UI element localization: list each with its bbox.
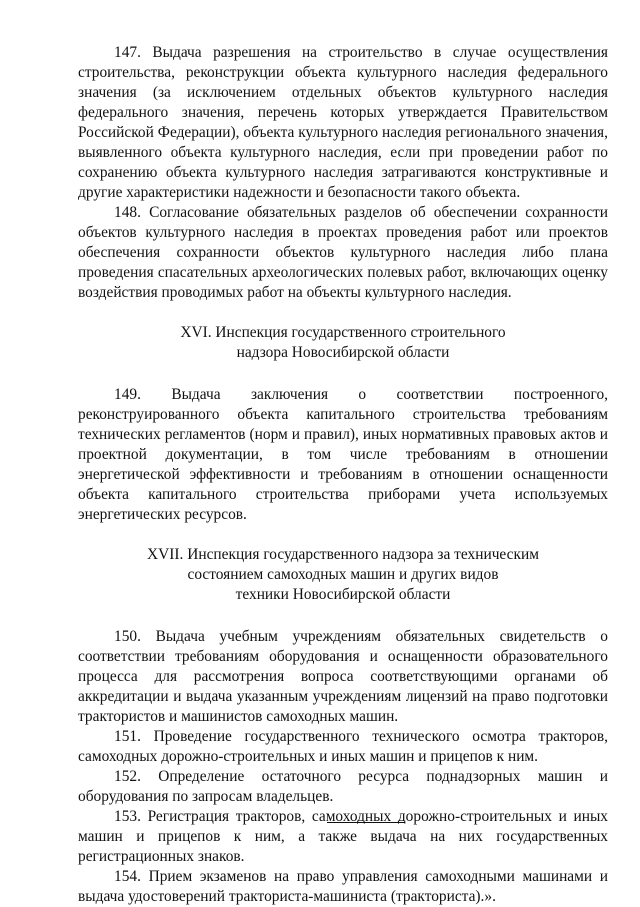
paragraph-147: 147. Выдача разрешения на строительство в случае осуществления строительства, реконструкции объекта культурного наследия федерального значения (за исключением отдельных объектов культурного наследия федерального значения, перечень которых утверждается Правительством Российской Федерации), объекта культурного наследия регионального значения, выявленного объекта культурного наследия, если при проведении работ по сохранению объекта культурного наследия затрагиваются конструктивные и другие характеристики надежности и безопасности такого объекта. (78, 44, 608, 201)
paragraph-154: 154. Прием экзаменов на право управления самоходными машинами и выдача удостоверений тракториста-машиниста (тракториста).». (78, 868, 608, 905)
section-xvii-heading (78, 545, 608, 605)
paragraph-148: 148. Согласование обязательных разделов об обеспечении сохранности объектов культурного наследия в проектах проведения работ или проектов обеспечения сохранности объектов культурного наследия либо плана проведения спасательных археологических полевых работ, включающих оценку воздействия проводимых работ на объекты культурного наследия. (78, 204, 608, 301)
document-body (78, 43, 608, 907)
paragraph-152: 152. Определение остаточного ресурса поднадзорных машин и оборудования по запросам владельцев. (78, 768, 608, 805)
closing-divider-line (327, 822, 405, 823)
paragraph-153: 153. Регистрация тракторов, самоходных дорожно-строительных и иных машин и прицепов к ним, а также выдача на них государственных регистрационных знаков. (78, 808, 608, 865)
section-xvi-title-line-1: XVI. Инспекция государственного строительного (180, 324, 506, 341)
section-xvii-title-line-3: техники Новосибирской области (235, 586, 451, 603)
paragraph-151: 151. Проведение государственного технического осмотра тракторов, самоходных дорожно-строительных и иных машин и прицепов к ним. (78, 728, 608, 765)
section-xvi-title-line-2: надзора Новосибирской области (236, 344, 450, 361)
paragraph-150: 150. Выдача учебным учреждениям обязательных свидетельств о соответствии требованиям оборудования и оснащенности образовательного процесса для рассмотрения вопроса соответствующими органами об аккредитации и выдача указанным учреждениям лицензий на право подготовки трактористов и машинистов самоходных машин. (78, 628, 608, 725)
section-xvi-heading (78, 323, 608, 363)
section-xvii-title-line-2: состоянием самоходных машин и других видов (187, 566, 499, 583)
section-xvii-title-line-1: XVII. Инспекция государственного надзора за техническим (147, 546, 539, 563)
paragraph-149: 149. Выдача заключения о соответствии построенного, реконструированного объекта капитального строительства требованиям технических регламентов (норм и правил), иных нормативных правовых актов и проектной документации, в том числе требованиям в отношении энергетической эффективности и требованиям в отношении оснащенности объекта капитального строительства приборами учета используемых энергетических ресурсов. (78, 386, 608, 523)
